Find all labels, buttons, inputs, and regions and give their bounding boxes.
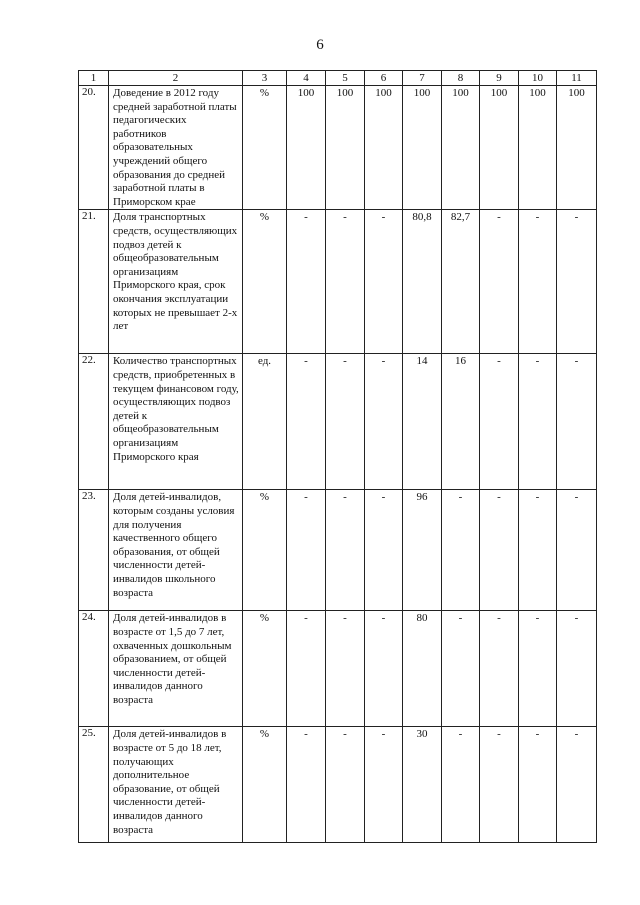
value-cell: - [557,354,597,490]
value-cell: - [557,727,597,843]
unit-cell: % [243,490,287,611]
value-cell: - [365,490,403,611]
value-cell: - [442,490,480,611]
column-header: 1 [79,71,109,86]
value-cell: 80 [403,611,442,727]
value-cell: - [287,490,326,611]
indicator-name: Доля детей-инвалидов в возрасте от 1,5 до 7 лет, охваченных дошкольным образованием, от общей численности детей-инвалидов данного возраста [109,611,243,727]
table-row [79,727,597,843]
value-cell: - [326,727,365,843]
page-number: 6 [316,37,324,53]
value-cell: 100 [480,86,519,210]
value-cell: - [442,611,480,727]
value-cell: - [365,727,403,843]
row-number: 25. [79,727,109,843]
value-cell: 82,7 [442,210,480,354]
value-cell: - [519,210,557,354]
indicator-name: Доля детей-инвалидов, которым созданы условия для получения качественного общего образования, от общей численности детей-инвалидов школьного возраста [109,490,243,611]
value-cell: - [287,354,326,490]
value-cell: - [442,727,480,843]
table-row [79,611,597,727]
indicators-table [78,70,597,843]
row-number: 24. [79,611,109,727]
row-number: 21. [79,210,109,354]
value-cell: - [519,727,557,843]
column-header: 9 [480,71,519,86]
column-header: 4 [287,71,326,86]
value-cell: 100 [557,86,597,210]
value-cell: - [326,490,365,611]
table-row [79,354,597,490]
value-cell: 100 [326,86,365,210]
value-cell: 30 [403,727,442,843]
value-cell: - [326,611,365,727]
value-cell: - [480,210,519,354]
table-header-row [79,71,597,86]
value-cell: - [519,354,557,490]
table-row [79,86,597,210]
value-cell: 100 [442,86,480,210]
value-cell: - [557,210,597,354]
value-cell: 96 [403,490,442,611]
value-cell: 80,8 [403,210,442,354]
column-header: 11 [557,71,597,86]
column-header: 6 [365,71,403,86]
table-row [79,490,597,611]
value-cell: - [480,354,519,490]
column-header: 8 [442,71,480,86]
value-cell: 16 [442,354,480,490]
unit-cell: % [243,611,287,727]
indicator-name: Доведение в 2012 году средней заработной платы педагогических работников образовательных учреждений общего образования до средней заработной платы в Приморском крае [109,86,243,210]
value-cell: 100 [365,86,403,210]
value-cell: - [287,727,326,843]
value-cell: - [326,210,365,354]
value-cell: 100 [287,86,326,210]
value-cell: - [519,611,557,727]
value-cell: 100 [403,86,442,210]
row-number: 23. [79,490,109,611]
value-cell: 100 [519,86,557,210]
value-cell: - [326,354,365,490]
value-cell: - [480,611,519,727]
column-header: 3 [243,71,287,86]
value-cell: 14 [403,354,442,490]
column-header: 2 [109,71,243,86]
column-header: 5 [326,71,365,86]
indicator-name: Доля транспортных средств, осуществляющих подвоз детей к общеобразовательным организациям Приморского края, срок окончания эксплуатации которых не превышает 2-х лет [109,210,243,354]
value-cell: - [287,611,326,727]
value-cell: - [365,611,403,727]
value-cell: - [480,490,519,611]
value-cell: - [557,611,597,727]
unit-cell: ед. [243,354,287,490]
value-cell: - [287,210,326,354]
column-header: 10 [519,71,557,86]
row-number: 20. [79,86,109,210]
unit-cell: % [243,86,287,210]
value-cell: - [365,354,403,490]
row-number: 22. [79,354,109,490]
value-cell: - [365,210,403,354]
value-cell: - [480,727,519,843]
value-cell: - [557,490,597,611]
indicator-name: Количество транспортных средств, приобретенных в текущем финансовом году, осуществляющих подвоз детей к общеобразовательным организациям Приморского края [109,354,243,490]
unit-cell: % [243,727,287,843]
unit-cell: % [243,210,287,354]
column-header: 7 [403,71,442,86]
table-row [79,210,597,354]
indicator-name: Доля детей-инвалидов в возрасте от 5 до 18 лет, получающих дополнительное образование, от общей численности детей-инвалидов данного возраста [109,727,243,843]
value-cell: - [519,490,557,611]
